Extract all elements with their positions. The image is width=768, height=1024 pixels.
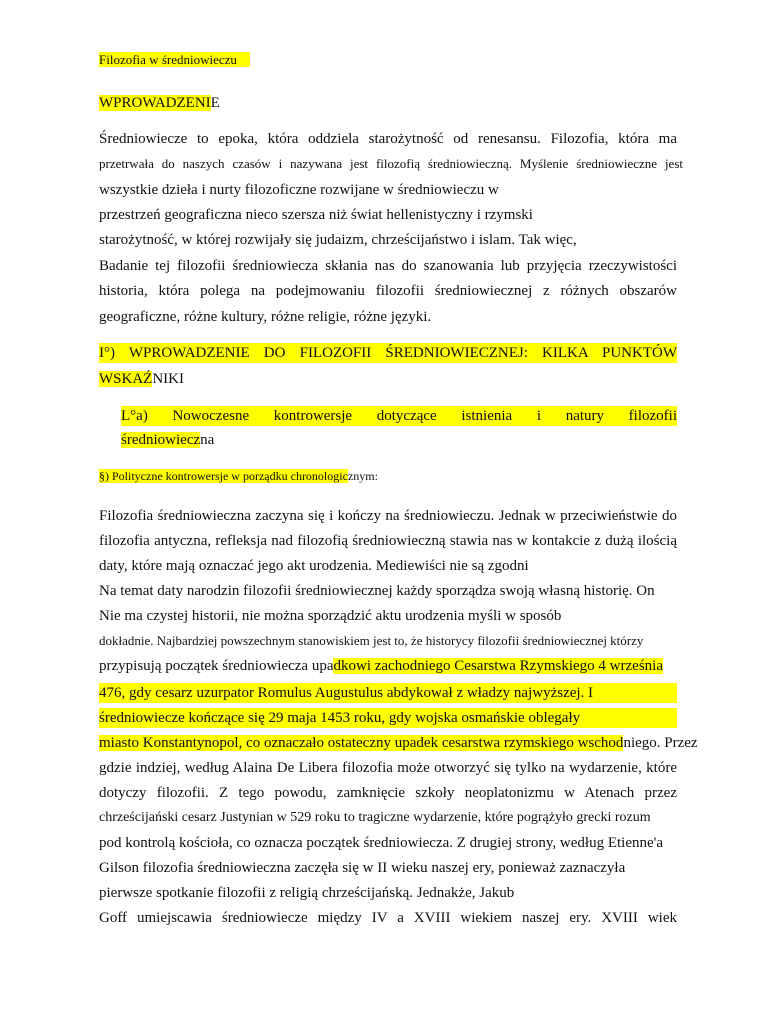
p2-line-15: Gilson filozofia średniowieczna zaczęła się w II wieku naszej ery, ponieważ zaznaczyła <box>99 860 626 876</box>
subsection-heading-a-cont <box>121 430 214 450</box>
document-title <box>99 50 250 70</box>
subsection-heading-a-line-2-rest: na <box>200 432 215 448</box>
p2-line-4: Na temat daty narodzin filozofii średniowiecznej każdy sporządza swoją własną historię. On <box>99 583 655 599</box>
intro-heading <box>99 93 220 113</box>
p1-line-5: starożytność, w której rozwijały się judaizm, chrześcijaństwo i islam. Tak więc, <box>99 232 577 248</box>
p2-line-10-highlight-b: upadek cesarstwa rzymskiego wschod <box>394 735 624 751</box>
p2-line-14: pod kontrolą kościoła, co oznacza początek średniowiecza. Z drugiej strony, według Etienne'a <box>99 835 664 851</box>
p2-line-12: dotyczy filozofii. Z tego powodu, zamknięcie szkoły neoplatonizmu w Atenach przez <box>99 785 677 801</box>
p2-line-8 <box>99 683 677 703</box>
p2-line-9 <box>99 708 677 728</box>
p2-line-10-plain: niego. Przez <box>623 735 698 751</box>
p2-line-5: Nie ma czystej historii, nie można sporządzić aktu urodzenia myśli w sposób <box>99 608 562 624</box>
p2-line-7-highlight: dkowi zachodniego Cesarstwa Rzymskiego 4 września <box>333 658 663 674</box>
p2-line-8-highlight: 476, gdy cesarz uzurpator Romulus Augustulus abdykował z władzy najwyższej. I <box>99 683 677 703</box>
p1-line-7: historia, która polega na podejmowaniu filozofii średniowiecznej z różnych obszarów <box>99 283 677 299</box>
subsection-heading-a <box>121 406 677 426</box>
p2-line-1: Filozofia średniowieczna zaczyna się i kończy na średniowieczu. Jednak w przeciwieństwie do <box>99 508 677 524</box>
subsection-heading-a-line-1: L°a) Nowoczesne kontrowersje dotyczące istnienia i natury filozofii <box>121 408 677 424</box>
p2-line-16: pierwsze spotkanie filozofii z religią chrześcijańską. Jednakże, Jakub <box>99 885 515 901</box>
p2-line-13: chrześcijański cesarz Justynian w 529 roku to tragiczne wydarzenie, które pogrążyło grecki rozum <box>99 810 651 825</box>
p2-line-9-highlight: średniowiecze kończące się 29 maja 1453 roku, gdy wojska osmańskie oblegały <box>99 708 677 728</box>
paragraph-heading-politics <box>99 466 378 486</box>
intro-heading-rest: E <box>210 95 220 111</box>
p2-line-2: filozofia antyczna, refleksja nad filozofią średniowieczną stawia nas w kontakcie z dużą ilością <box>99 533 677 549</box>
p2-line-10 <box>99 733 698 753</box>
p2-line-10-highlight-a: miasto Konstantynopol, co oznaczało ostateczny <box>99 735 395 751</box>
section-heading-1-line-1: I°) WPROWADZENIE DO FILOZOFII ŚREDNIOWIECZNEJ: KILKA PUNKTÓW <box>99 345 677 361</box>
title-highlight: Filozofia w średniowieczu <box>99 52 250 67</box>
p1-line-1: Średniowiecze to epoka, która oddziela starożytność od renesansu. Filozofia, która ma <box>99 131 677 147</box>
p1-line-6: Badanie tej filozofii średniowiecza skłania nas do szanowania lub przyjęcia rzeczywistości <box>99 258 677 274</box>
p2-line-7 <box>99 656 677 676</box>
p2-line-17: Goff umiejscawia średniowiecze między IV a XVIII wiekiem naszej ery. XVIII wiek <box>99 910 677 926</box>
intro-heading-highlight: WPROWADZENI <box>99 95 211 111</box>
section-heading-1-line-2-highlight: WSKAŹ <box>99 371 153 387</box>
p2-line-7-plain: przypisują początek średniowiecza upa <box>99 658 334 674</box>
p1-line-8: geograficzne, różne kultury, różne religie, różne języki. <box>99 309 432 325</box>
p2-line-6: dokładnie. Najbardziej powszechnym stanowiskiem jest to, że historycy filozofii średniowiecznej którzy <box>99 633 644 648</box>
section-heading-1-cont <box>99 369 184 389</box>
paragraph-heading-politics-rest: znym: <box>347 469 378 483</box>
p2-line-3: daty, które mają oznaczać jego akt urodzenia. Mediewiści nie są zgodni <box>99 558 529 574</box>
subsection-heading-a-line-2-highlight: średniowiecz <box>121 432 201 448</box>
p1-line-2: przetrwała do naszych czasów i nazywana jest filozofią średniowieczną. Myślenie średniowieczne jest <box>99 156 683 171</box>
p1-line-3: wszystkie dzieła i nurty filozoficzne rozwijane w średniowieczu w <box>99 182 499 198</box>
section-heading-1-line-2-rest: NIKI <box>152 371 184 387</box>
paragraph-heading-politics-highlight: §) Polityczne kontrowersje w porządku chronologic <box>99 469 348 483</box>
section-heading-1 <box>99 343 677 363</box>
p1-line-4: przestrzeń geograficzna nieco szersza niż świat hellenistyczny i rzymski <box>99 207 533 223</box>
p2-line-11: gdzie indziej, według Alaina De Libera filozofia może otworzyć się tylko na wydarzenie, które <box>99 760 677 776</box>
